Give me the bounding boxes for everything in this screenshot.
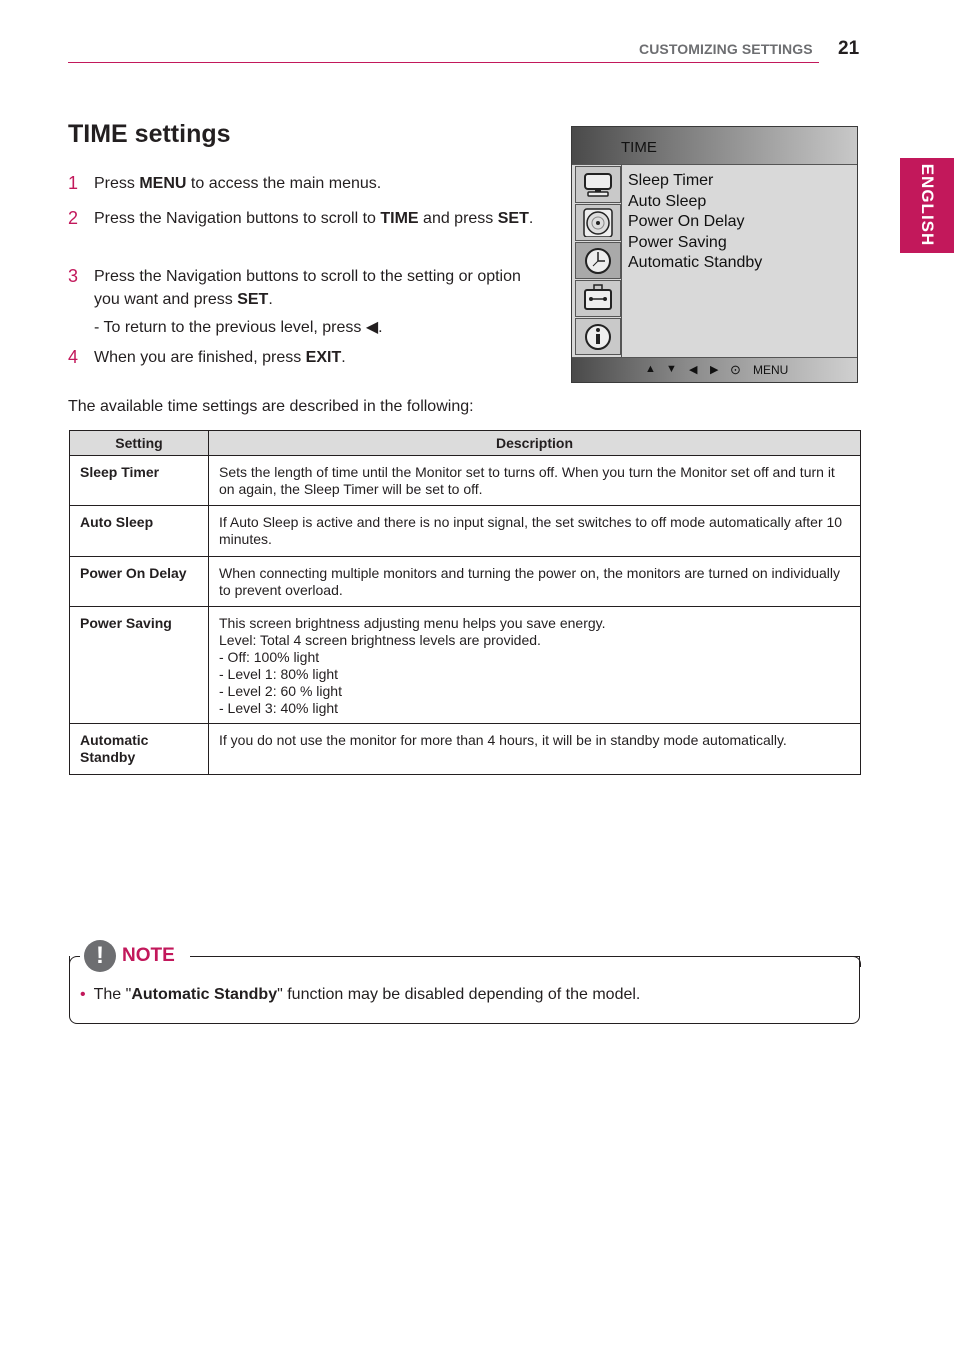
bullet-icon: • — [80, 986, 86, 1003]
description-cell: When connecting multiple monitors and turning the power on, the monitors are turned on individually to prevent overload. — [209, 557, 861, 607]
setting-cell: Auto Sleep — [70, 506, 209, 557]
table-row — [70, 506, 861, 557]
step-2: 2 Press the Navigation buttons to scroll to TIME and press SET. — [68, 208, 534, 228]
osd-divider — [621, 165, 622, 358]
osd-item: Auto Sleep — [628, 192, 707, 210]
setting-cell: Power Saving — [70, 607, 209, 724]
note-label: NOTE — [122, 945, 175, 966]
monitor-icon — [575, 166, 621, 203]
description-cell: If you do not use the monitor for more than 4 hours, it will be in standby mode automatically. — [209, 724, 861, 775]
table-row — [70, 557, 861, 607]
step-1: 1 Press MENU to access the main menus. — [68, 173, 382, 193]
up-arrow-icon: ▲ — [645, 363, 656, 375]
info-icon — [575, 318, 621, 355]
step-number: 2 — [68, 208, 79, 228]
settings-table — [69, 430, 861, 775]
osd-footer-bar — [572, 357, 857, 382]
column-header-setting: Setting — [70, 431, 209, 456]
page-number: 21 — [838, 38, 860, 59]
set-button-icon: ⊙ — [730, 362, 741, 377]
clock-icon — [575, 242, 621, 279]
osd-menu-illustration — [571, 126, 858, 383]
running-header: CUSTOMIZING SETTINGS — [639, 41, 813, 57]
osd-item: Power Saving — [628, 233, 727, 251]
toolbox-icon — [575, 280, 621, 317]
intro-text: The available time settings are described in the following: — [68, 398, 474, 415]
step-4: 4 When you are finished, press EXIT. — [68, 347, 346, 367]
osd-item: Power On Delay — [628, 213, 745, 230]
setting-cell: Automatic Standby — [70, 724, 209, 775]
table-row — [70, 607, 861, 724]
osd-title-bar — [572, 127, 857, 165]
column-header-description: Description — [209, 431, 861, 456]
osd-item: Sleep Timer — [628, 172, 714, 189]
table-row — [70, 456, 861, 506]
note-item: • The "Automatic Standby" function may be disabled depending of the model. — [80, 986, 641, 1003]
setting-cell: Sleep Timer — [70, 456, 209, 506]
osd-menu-label: MENU — [753, 363, 789, 377]
down-arrow-icon: ▼ — [666, 363, 677, 375]
note-top-rule — [190, 956, 860, 957]
right-arrow-icon: ▶ — [710, 364, 719, 376]
left-arrow-icon: ◀ — [689, 364, 698, 376]
language-tab-label: ENGLISH — [918, 163, 937, 247]
osd-item-list — [628, 171, 762, 274]
language-tab — [900, 158, 954, 253]
step-number: 4 — [68, 347, 79, 367]
setting-cell: Power On Delay — [70, 557, 209, 607]
step-number: 1 — [68, 173, 79, 193]
step-3: 3 Press the Navigation buttons to scroll to the setting or option you want and press SET. — [68, 266, 521, 308]
step-number: 3 — [68, 266, 79, 286]
step-3-subnote: - To return to the previous level, press ◀. — [94, 319, 383, 336]
osd-title: TIME — [621, 139, 657, 156]
osd-icon-column — [575, 166, 621, 357]
disc-icon — [575, 204, 621, 241]
description-cell: Sets the length of time until the Monitor set to turns off. When you turn the Monitor set off and turn it on again, the Sleep Timer will be set to off. — [209, 456, 861, 506]
table-row — [70, 724, 861, 775]
header-rule — [68, 62, 819, 63]
osd-item: Automatic Standby — [628, 254, 763, 271]
page-title: TIME settings — [68, 120, 231, 148]
exclamation-icon: ! — [84, 940, 116, 972]
description-cell: This screen brightness adjusting menu helps you save energy. Level: Total 4 screen brightness levels are provided. - Off: 100% light - Level 1: 80% light - Level 2: 60 % light - Level 3: 40% light — [209, 607, 861, 724]
table-header-row — [70, 431, 861, 456]
note-corner — [69, 956, 80, 967]
description-cell: If Auto Sleep is active and there is no input signal, the set switches to off mode automatically after 10 minutes. — [209, 506, 861, 557]
